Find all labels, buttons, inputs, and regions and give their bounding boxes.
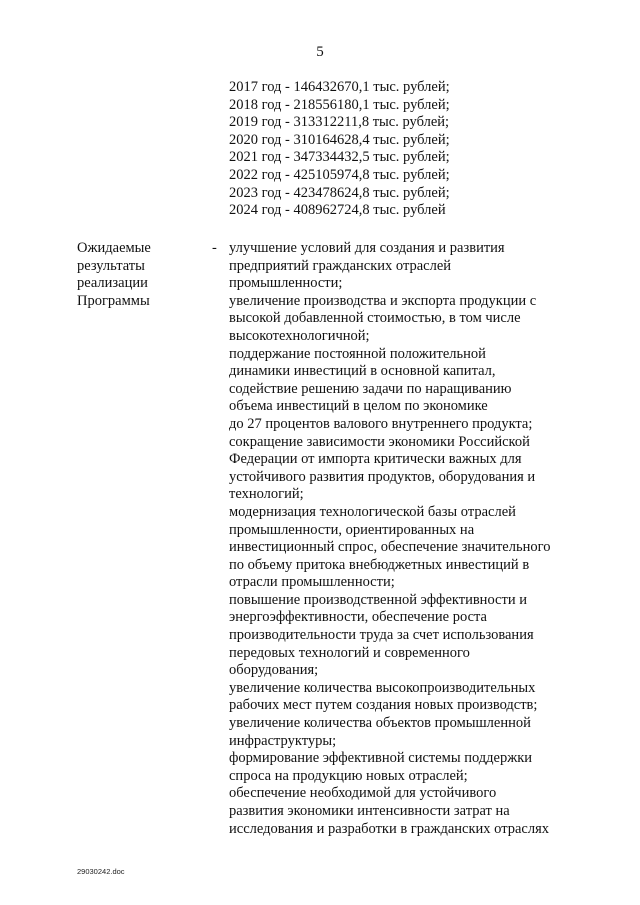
result-line: до 27 процентов валового внутреннего продукта; — [229, 415, 533, 432]
result-line: увеличение количества высокопроизводительных — [229, 679, 536, 696]
result-line: объема инвестиций в целом по экономике — [229, 398, 488, 415]
result-line: исследования и разработки в гражданских отраслях — [229, 820, 549, 837]
label-line: Программы — [77, 292, 150, 309]
expected-results-text — [229, 240, 569, 838]
result-line: отрасли промышленности; — [229, 574, 395, 591]
result-line: повышение производственной эффективности и — [229, 591, 527, 608]
funding-line-2022: 2022 год - 425105974,8 тыс. рублей; — [229, 166, 450, 183]
result-line: высокотехнологичной; — [229, 327, 370, 344]
result-line: обеспечение необходимой для устойчивого — [229, 785, 497, 802]
funding-line-2019: 2019 год - 313312211,8 тыс. рублей; — [229, 114, 450, 131]
result-line: формирование эффективной системы поддержки — [229, 750, 533, 767]
result-line: предприятий гражданских отраслей — [229, 257, 452, 274]
label-line: Ожидаемые — [77, 240, 151, 256]
result-line: развития экономики интенсивности затрат на — [229, 803, 510, 819]
result-line: увеличение производства и экспорта продукции с — [229, 292, 537, 309]
page-number: 5 — [316, 44, 324, 60]
result-line: содействие решению задачи по наращиванию — [229, 380, 512, 397]
funding-line-2021: 2021 год - 347334432,5 тыс. рублей; — [229, 149, 450, 166]
label-line: результаты — [77, 257, 145, 274]
result-line: технологий; — [229, 486, 304, 503]
result-line: оборудования; — [229, 662, 319, 679]
funding-line-2024: 2024 год - 408962724,8 тыс. рублей — [229, 202, 446, 219]
result-line: поддержание постоянной положительной — [229, 345, 486, 362]
list-dash: - — [212, 240, 217, 256]
result-line: промышленности; — [229, 275, 343, 292]
label-line: реализации — [77, 275, 148, 292]
result-line: инфраструктуры; — [229, 732, 337, 749]
result-line: инвестиционный спрос, обеспечение значительного — [229, 539, 551, 556]
result-line: сокращение зависимости экономики Российской — [229, 433, 530, 450]
funding-line-2018: 2018 год - 218556180,1 тыс. рублей; — [229, 96, 450, 113]
footer-filename: 29030242.doc — [77, 867, 125, 876]
result-line: высокой добавленной стоимостью, в том числе — [229, 310, 521, 327]
result-line: по объему притока внебюджетных инвестиций в — [229, 556, 530, 573]
result-line: Федерации от импорта критически важных для — [229, 451, 522, 468]
result-line: модернизация технологической базы отраслей — [229, 503, 516, 520]
funding-line-2017: 2017 год - 146432670,1 тыс. рублей; — [229, 79, 450, 95]
expected-results-label — [77, 240, 207, 310]
result-line: рабочих мест путем создания новых производств; — [229, 697, 538, 714]
result-line: спроса на продукцию новых отраслей; — [229, 767, 468, 784]
funding-line-2020: 2020 год - 310164628,4 тыс. рублей; — [229, 131, 450, 148]
result-line: устойчивого развития продуктов, оборудования и — [229, 468, 536, 485]
funding-line-2023: 2023 год - 423478624,8 тыс. рублей; — [229, 184, 450, 201]
result-line: передовых технологий и современного — [229, 644, 470, 661]
result-line: увеличение количества объектов промышленной — [229, 715, 531, 732]
result-line: производительности труда за счет использования — [229, 627, 534, 644]
result-line: энергоэффективности, обеспечение роста — [229, 609, 487, 626]
result-line: улучшение условий для создания и развития — [229, 240, 505, 256]
result-line: динамики инвестиций в основной капитал, — [229, 363, 496, 380]
result-line: промышленности, ориентированных на — [229, 521, 475, 538]
funding-by-year-list — [229, 79, 589, 220]
